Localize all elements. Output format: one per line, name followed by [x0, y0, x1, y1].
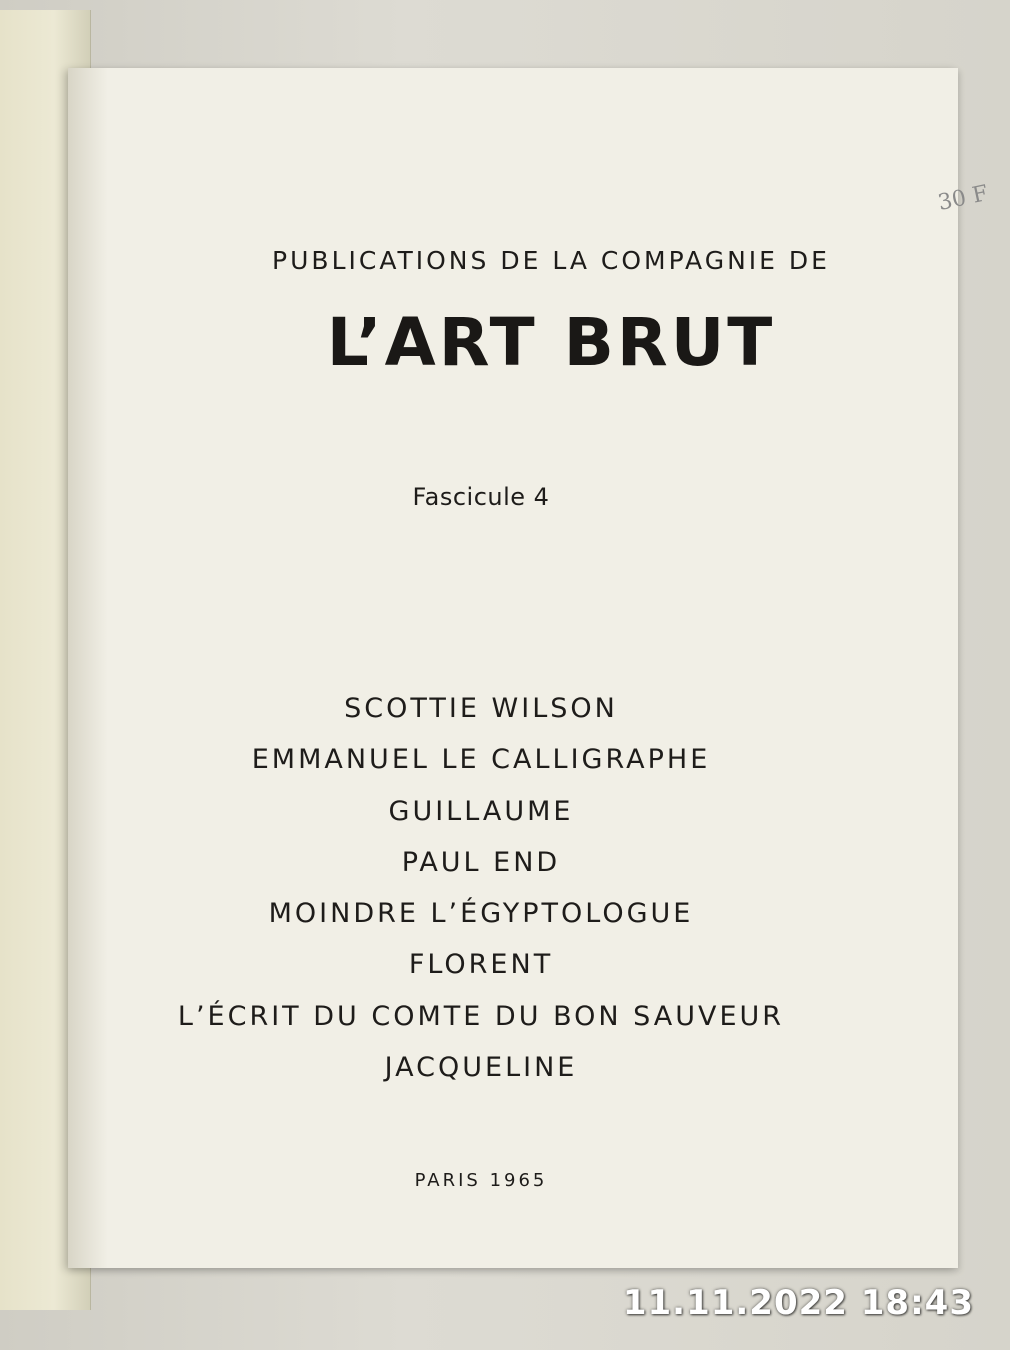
- publisher-line: PUBLICATIONS DE LA COMPAGNIE DE: [272, 246, 830, 275]
- book-title: L’ART BRUT: [326, 304, 776, 381]
- artist-list: [66, 683, 896, 1093]
- artist-name: FLORENT: [408, 949, 554, 981]
- imprint-place-year: PARIS 1965: [414, 1170, 548, 1191]
- fascicle-number: Fascicule 4: [412, 483, 550, 511]
- photo-timestamp: 11.11.2022 18:43: [622, 1283, 974, 1323]
- artist-name: GUILLAUME: [388, 795, 574, 827]
- artist-name: L’ÉCRIT DU COMTE DU BON SAUVEUR: [177, 1000, 785, 1032]
- artist-name: MOINDRE L’ÉGYPTOLOGUE: [268, 898, 694, 930]
- artist-name: EMMANUEL LE CALLIGRAPHE: [251, 744, 711, 776]
- artist-name: JACQUELINE: [384, 1052, 578, 1084]
- artist-name: SCOTTIE WILSON: [344, 693, 618, 724]
- pencil-price-mark: 30 F: [935, 181, 991, 216]
- artist-name: PAUL END: [401, 846, 561, 878]
- title-page: [68, 68, 991, 1268]
